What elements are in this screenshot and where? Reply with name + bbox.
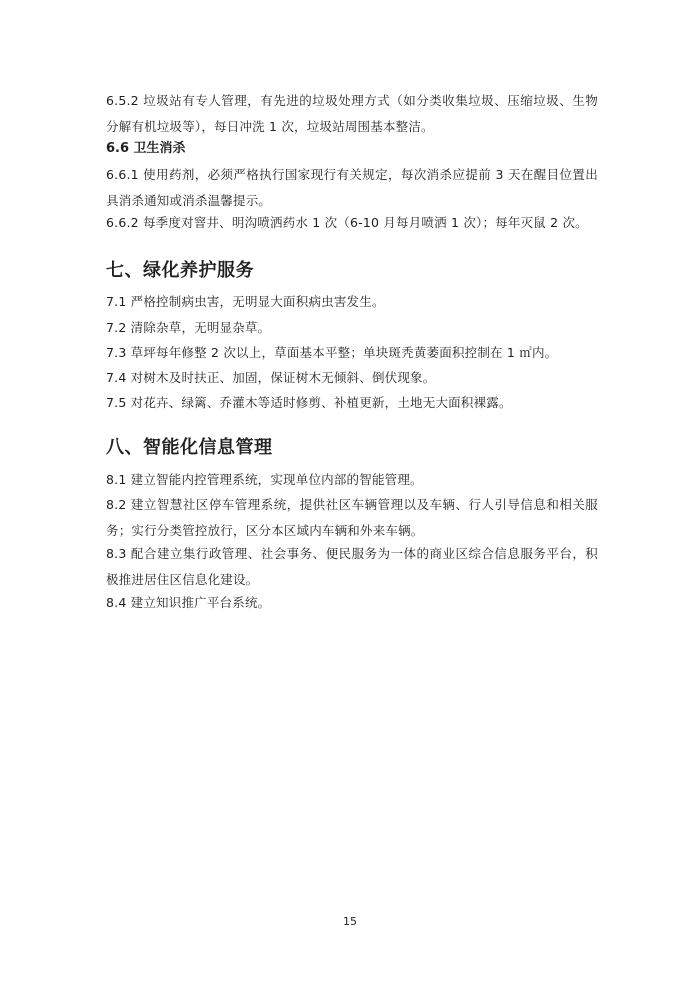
section-heading-8: 八、智能化信息管理 bbox=[106, 437, 273, 458]
subheading-6-6: 6.6 卫生消杀 bbox=[106, 141, 186, 156]
list-item-8-4: 8.4 建立知识推广平台系统。 bbox=[106, 595, 271, 610]
paragraph-6-6-2: 6.6.2 每季度对窨井、明沟喷洒药水 1 次（6-10 月每月喷洒 1 次）；每年灭鼠 2 次。 bbox=[106, 215, 588, 230]
paragraph-6-5-2: 6.5.2 垃圾站有专人管理，有先进的垃圾处理方式（如分类收集垃圾、压缩垃圾、生物分解有机垃圾等），每日冲洗 1 次，垃圾站周围基本整洁。 bbox=[106, 93, 598, 134]
list-item-8-3: 8.3 配合建立集行政管理、社会事务、便民服务为一体的商业区综合信息服务平台，积极推进居住区信息化建设。 bbox=[106, 546, 598, 587]
list-item-8-1: 8.1 建立智能内控管理系统，实现单位内部的智能管理。 bbox=[106, 472, 423, 487]
list-item-7-1: 7.1 严格控制病虫害，无明显大面积病虫害发生。 bbox=[106, 294, 385, 309]
list-item-7-4: 7.4 对树木及时扶正、加固，保证树木无倾斜、倒伏现象。 bbox=[106, 370, 436, 385]
list-item-8-2: 8.2 建立智慧社区停车管理系统，提供社区车辆管理以及车辆、行人引导信息和相关服务；实行分类管控放行，区分本区域内车辆和外来车辆。 bbox=[106, 497, 598, 538]
list-item-7-5: 7.5 对花卉、绿篱、乔灌木等适时修剪、补植更新，土地无大面积裸露。 bbox=[106, 395, 512, 410]
page-number: 15 bbox=[343, 915, 357, 928]
section-heading-7: 七、绿化养护服务 bbox=[106, 260, 254, 281]
list-item-7-3: 7.3 草坪每年修整 2 次以上，草面基本平整；单块斑秃黄萎面积控制在 1 ㎡内。 bbox=[106, 345, 558, 360]
paragraph-6-6-1: 6.6.1 使用药剂，必须严格执行国家现行有关规定，每次消杀应提前 3 天在醒目位置出具消杀通知或消杀温馨提示。 bbox=[106, 167, 598, 208]
list-item-7-2: 7.2 清除杂草，无明显杂草。 bbox=[106, 320, 271, 335]
